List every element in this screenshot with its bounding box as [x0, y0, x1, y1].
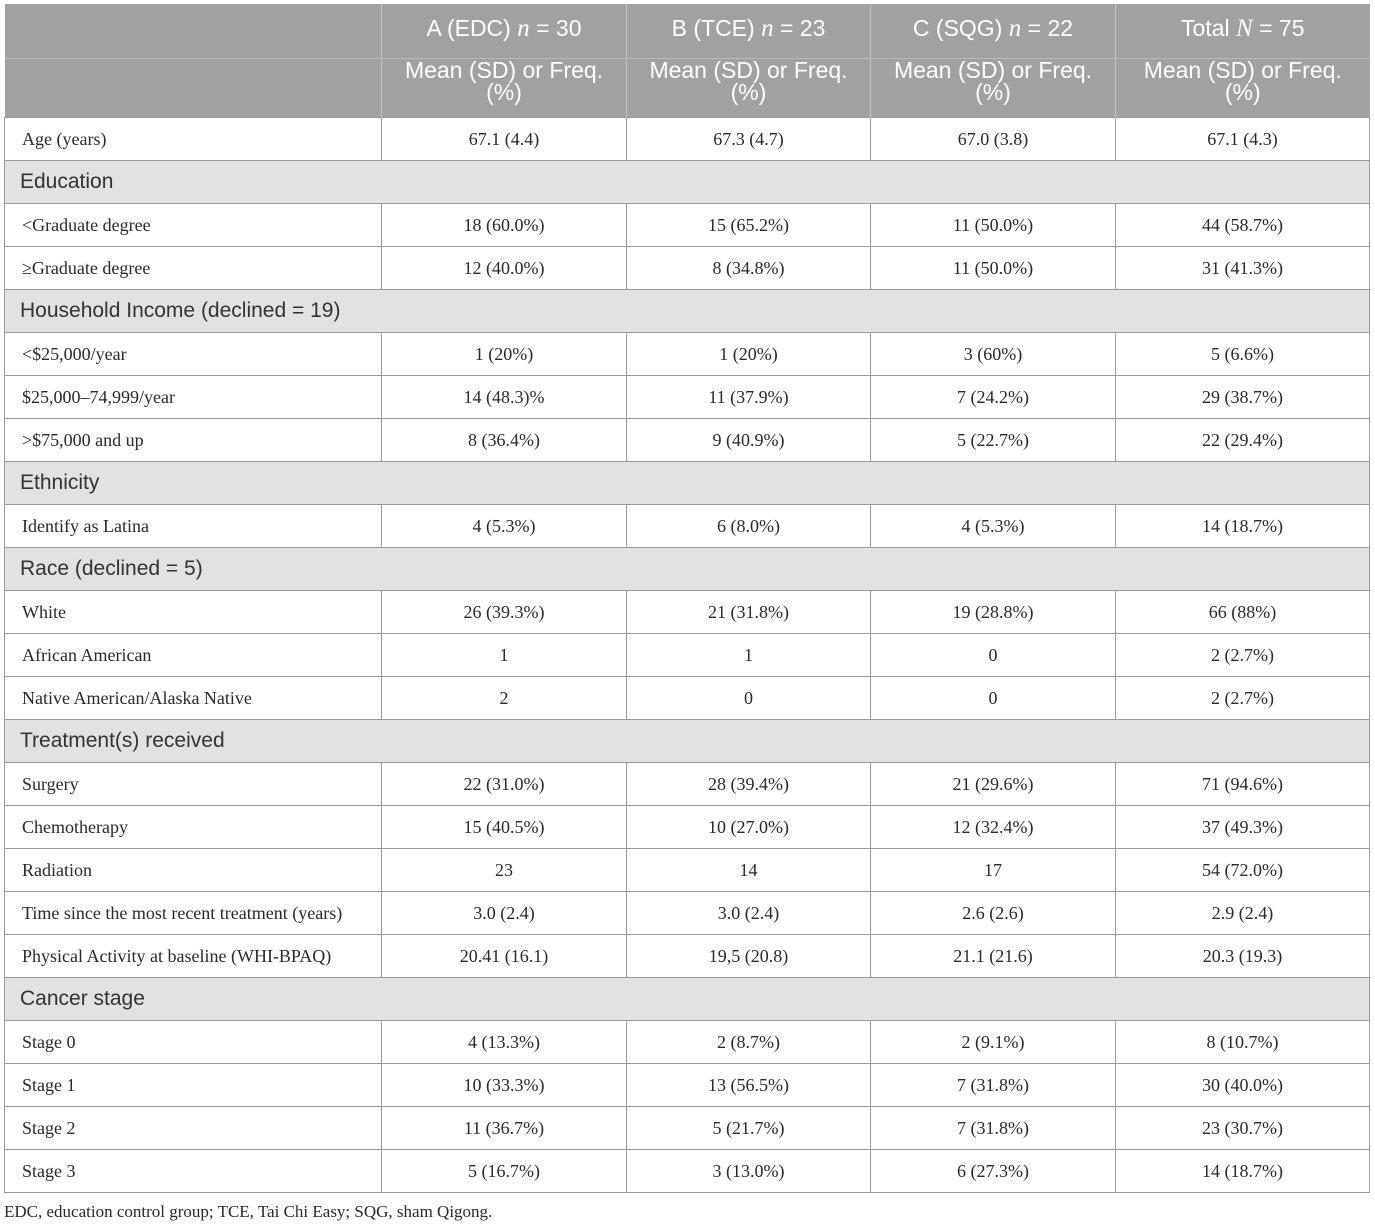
section-header-row: [5, 548, 1370, 591]
row-label: Stage 3: [5, 1150, 382, 1193]
header-group-c: C (SQG) n = 22: [871, 4, 1116, 59]
row-value-cell: 31 (41.3%): [1116, 247, 1370, 290]
section-header-row: [5, 161, 1370, 204]
row-value-cell: 4 (5.3%): [871, 505, 1116, 548]
row-value-cell: 3 (60%): [871, 333, 1116, 376]
row-value-cell: 7 (24.2%): [871, 376, 1116, 419]
table-row: [5, 1021, 1370, 1064]
row-value-cell: 21 (29.6%): [871, 763, 1116, 806]
row-value-cell: 13 (56.5%): [627, 1064, 871, 1107]
row-value-cell: 22 (31.0%): [382, 763, 627, 806]
row-value-cell: 23: [382, 849, 627, 892]
table-row: [5, 247, 1370, 290]
row-value-cell: 71 (94.6%): [1116, 763, 1370, 806]
row-label: Radiation: [5, 849, 382, 892]
table-row: [5, 1064, 1370, 1107]
table-row: [5, 634, 1370, 677]
section-title: Cancer stage: [5, 978, 1370, 1021]
row-value-cell: 11 (36.7%): [382, 1107, 627, 1150]
row-value-cell: 2.6 (2.6): [871, 892, 1116, 935]
row-value-cell: 28 (39.4%): [627, 763, 871, 806]
section-header-row: [5, 462, 1370, 505]
row-value-cell: 22 (29.4%): [1116, 419, 1370, 462]
row-value-cell: 1: [627, 634, 871, 677]
section-header-row: [5, 978, 1370, 1021]
row-value-cell: 23 (30.7%): [1116, 1107, 1370, 1150]
row-label: Stage 1: [5, 1064, 382, 1107]
row-value-cell: 2: [382, 677, 627, 720]
header-stat-total: Mean (SD) or Freq. (%): [1116, 59, 1370, 118]
section-title: Education: [5, 161, 1370, 204]
section-header-row: [5, 720, 1370, 763]
row-value-cell: 0: [871, 634, 1116, 677]
row-value-cell: 67.1 (4.3): [1116, 118, 1370, 161]
row-value-cell: 14 (18.7%): [1116, 505, 1370, 548]
row-value-cell: 6 (8.0%): [627, 505, 871, 548]
section-title: Ethnicity: [5, 462, 1370, 505]
table-row: [5, 118, 1370, 161]
header-corner: [5, 4, 382, 59]
header-group-a: A (EDC) n = 30: [382, 4, 627, 59]
header-corner-2: [5, 59, 382, 118]
row-value-cell: 17: [871, 849, 1116, 892]
row-label: <$25,000/year: [5, 333, 382, 376]
row-label: >$75,000 and up: [5, 419, 382, 462]
row-value-cell: 2.9 (2.4): [1116, 892, 1370, 935]
row-value-cell: 5 (6.6%): [1116, 333, 1370, 376]
demographics-table: [4, 4, 1370, 1193]
row-value-cell: 2 (2.7%): [1116, 634, 1370, 677]
section-title: Race (declined = 5): [5, 548, 1370, 591]
row-value-cell: 2 (2.7%): [1116, 677, 1370, 720]
row-value-cell: 8 (36.4%): [382, 419, 627, 462]
row-label: Chemotherapy: [5, 806, 382, 849]
row-value-cell: 1 (20%): [627, 333, 871, 376]
row-value-cell: 67.1 (4.4): [382, 118, 627, 161]
row-value-cell: 20.41 (16.1): [382, 935, 627, 978]
row-value-cell: 19,5 (20.8): [627, 935, 871, 978]
row-value-cell: 7 (31.8%): [871, 1107, 1116, 1150]
row-value-cell: 6 (27.3%): [871, 1150, 1116, 1193]
row-value-cell: 10 (27.0%): [627, 806, 871, 849]
row-label: Surgery: [5, 763, 382, 806]
header-row-groups: [5, 4, 1370, 59]
row-value-cell: 11 (50.0%): [871, 204, 1116, 247]
row-value-cell: 21 (31.8%): [627, 591, 871, 634]
row-label: Stage 2: [5, 1107, 382, 1150]
row-label: ≥Graduate degree: [5, 247, 382, 290]
row-value-cell: 26 (39.3%): [382, 591, 627, 634]
row-value-cell: 19 (28.8%): [871, 591, 1116, 634]
row-value-cell: 12 (32.4%): [871, 806, 1116, 849]
table-row: [5, 505, 1370, 548]
row-label: <Graduate degree: [5, 204, 382, 247]
row-value-cell: 14: [627, 849, 871, 892]
row-value-cell: 3 (13.0%): [627, 1150, 871, 1193]
table-row: [5, 419, 1370, 462]
row-value-cell: 67.3 (4.7): [627, 118, 871, 161]
row-value-cell: 5 (21.7%): [627, 1107, 871, 1150]
row-value-cell: 14 (48.3)%: [382, 376, 627, 419]
row-value-cell: 18 (60.0%): [382, 204, 627, 247]
table-row: [5, 849, 1370, 892]
table-body: [5, 118, 1370, 1193]
row-value-cell: 0: [871, 677, 1116, 720]
row-value-cell: 37 (49.3%): [1116, 806, 1370, 849]
table-row: [5, 333, 1370, 376]
row-value-cell: 20.3 (19.3): [1116, 935, 1370, 978]
header-stat-b: Mean (SD) or Freq. (%): [627, 59, 871, 118]
row-value-cell: 1 (20%): [382, 333, 627, 376]
header-group-b: B (TCE) n = 23: [627, 4, 871, 59]
row-value-cell: 1: [382, 634, 627, 677]
table-row: [5, 806, 1370, 849]
row-value-cell: 11 (37.9%): [627, 376, 871, 419]
row-value-cell: 12 (40.0%): [382, 247, 627, 290]
row-value-cell: 8 (10.7%): [1116, 1021, 1370, 1064]
row-value-cell: 15 (40.5%): [382, 806, 627, 849]
header-group-total: Total N = 75: [1116, 4, 1370, 59]
table-row: [5, 892, 1370, 935]
section-title: Treatment(s) received: [5, 720, 1370, 763]
row-value-cell: 4 (5.3%): [382, 505, 627, 548]
row-label: $25,000–74,999/year: [5, 376, 382, 419]
row-value-cell: 9 (40.9%): [627, 419, 871, 462]
row-value-cell: 2 (9.1%): [871, 1021, 1116, 1064]
row-value-cell: 3.0 (2.4): [382, 892, 627, 935]
row-label: Physical Activity at baseline (WHI-BPAQ): [5, 935, 382, 978]
row-label: Stage 0: [5, 1021, 382, 1064]
row-value-cell: 11 (50.0%): [871, 247, 1116, 290]
row-value-cell: 7 (31.8%): [871, 1064, 1116, 1107]
header-row-stats: [5, 59, 1370, 118]
row-label: White: [5, 591, 382, 634]
row-label: Age (years): [5, 118, 382, 161]
section-title: Household Income (declined = 19): [5, 290, 1370, 333]
row-value-cell: 4 (13.3%): [382, 1021, 627, 1064]
row-label: Native American/Alaska Native: [5, 677, 382, 720]
row-value-cell: 29 (38.7%): [1116, 376, 1370, 419]
section-header-row: [5, 290, 1370, 333]
table-row: [5, 763, 1370, 806]
row-value-cell: 10 (33.3%): [382, 1064, 627, 1107]
header-stat-c: Mean (SD) or Freq. (%): [871, 59, 1116, 118]
table-footnote: EDC, education control group; TCE, Tai Chi Easy; SQG, sham Qigong.: [4, 1202, 493, 1221]
row-value-cell: 67.0 (3.8): [871, 118, 1116, 161]
row-value-cell: 8 (34.8%): [627, 247, 871, 290]
row-value-cell: 3.0 (2.4): [627, 892, 871, 935]
row-value-cell: 5 (22.7%): [871, 419, 1116, 462]
header-stat-a: Mean (SD) or Freq. (%): [382, 59, 627, 118]
table-row: [5, 204, 1370, 247]
row-value-cell: 66 (88%): [1116, 591, 1370, 634]
row-value-cell: 0: [627, 677, 871, 720]
table-row: [5, 677, 1370, 720]
row-label: Identify as Latina: [5, 505, 382, 548]
table-row: [5, 376, 1370, 419]
row-value-cell: 44 (58.7%): [1116, 204, 1370, 247]
table-row: [5, 591, 1370, 634]
row-label: Time since the most recent treatment (years): [5, 892, 382, 935]
table-row: [5, 1150, 1370, 1193]
table-header: [5, 4, 1370, 118]
row-value-cell: 54 (72.0%): [1116, 849, 1370, 892]
row-value-cell: 14 (18.7%): [1116, 1150, 1370, 1193]
row-value-cell: 15 (65.2%): [627, 204, 871, 247]
table-row: [5, 1107, 1370, 1150]
row-label: African American: [5, 634, 382, 677]
row-value-cell: 21.1 (21.6): [871, 935, 1116, 978]
demographics-table-container: [4, 4, 1369, 1193]
row-value-cell: 30 (40.0%): [1116, 1064, 1370, 1107]
row-value-cell: 5 (16.7%): [382, 1150, 627, 1193]
table-row: [5, 935, 1370, 978]
row-value-cell: 2 (8.7%): [627, 1021, 871, 1064]
